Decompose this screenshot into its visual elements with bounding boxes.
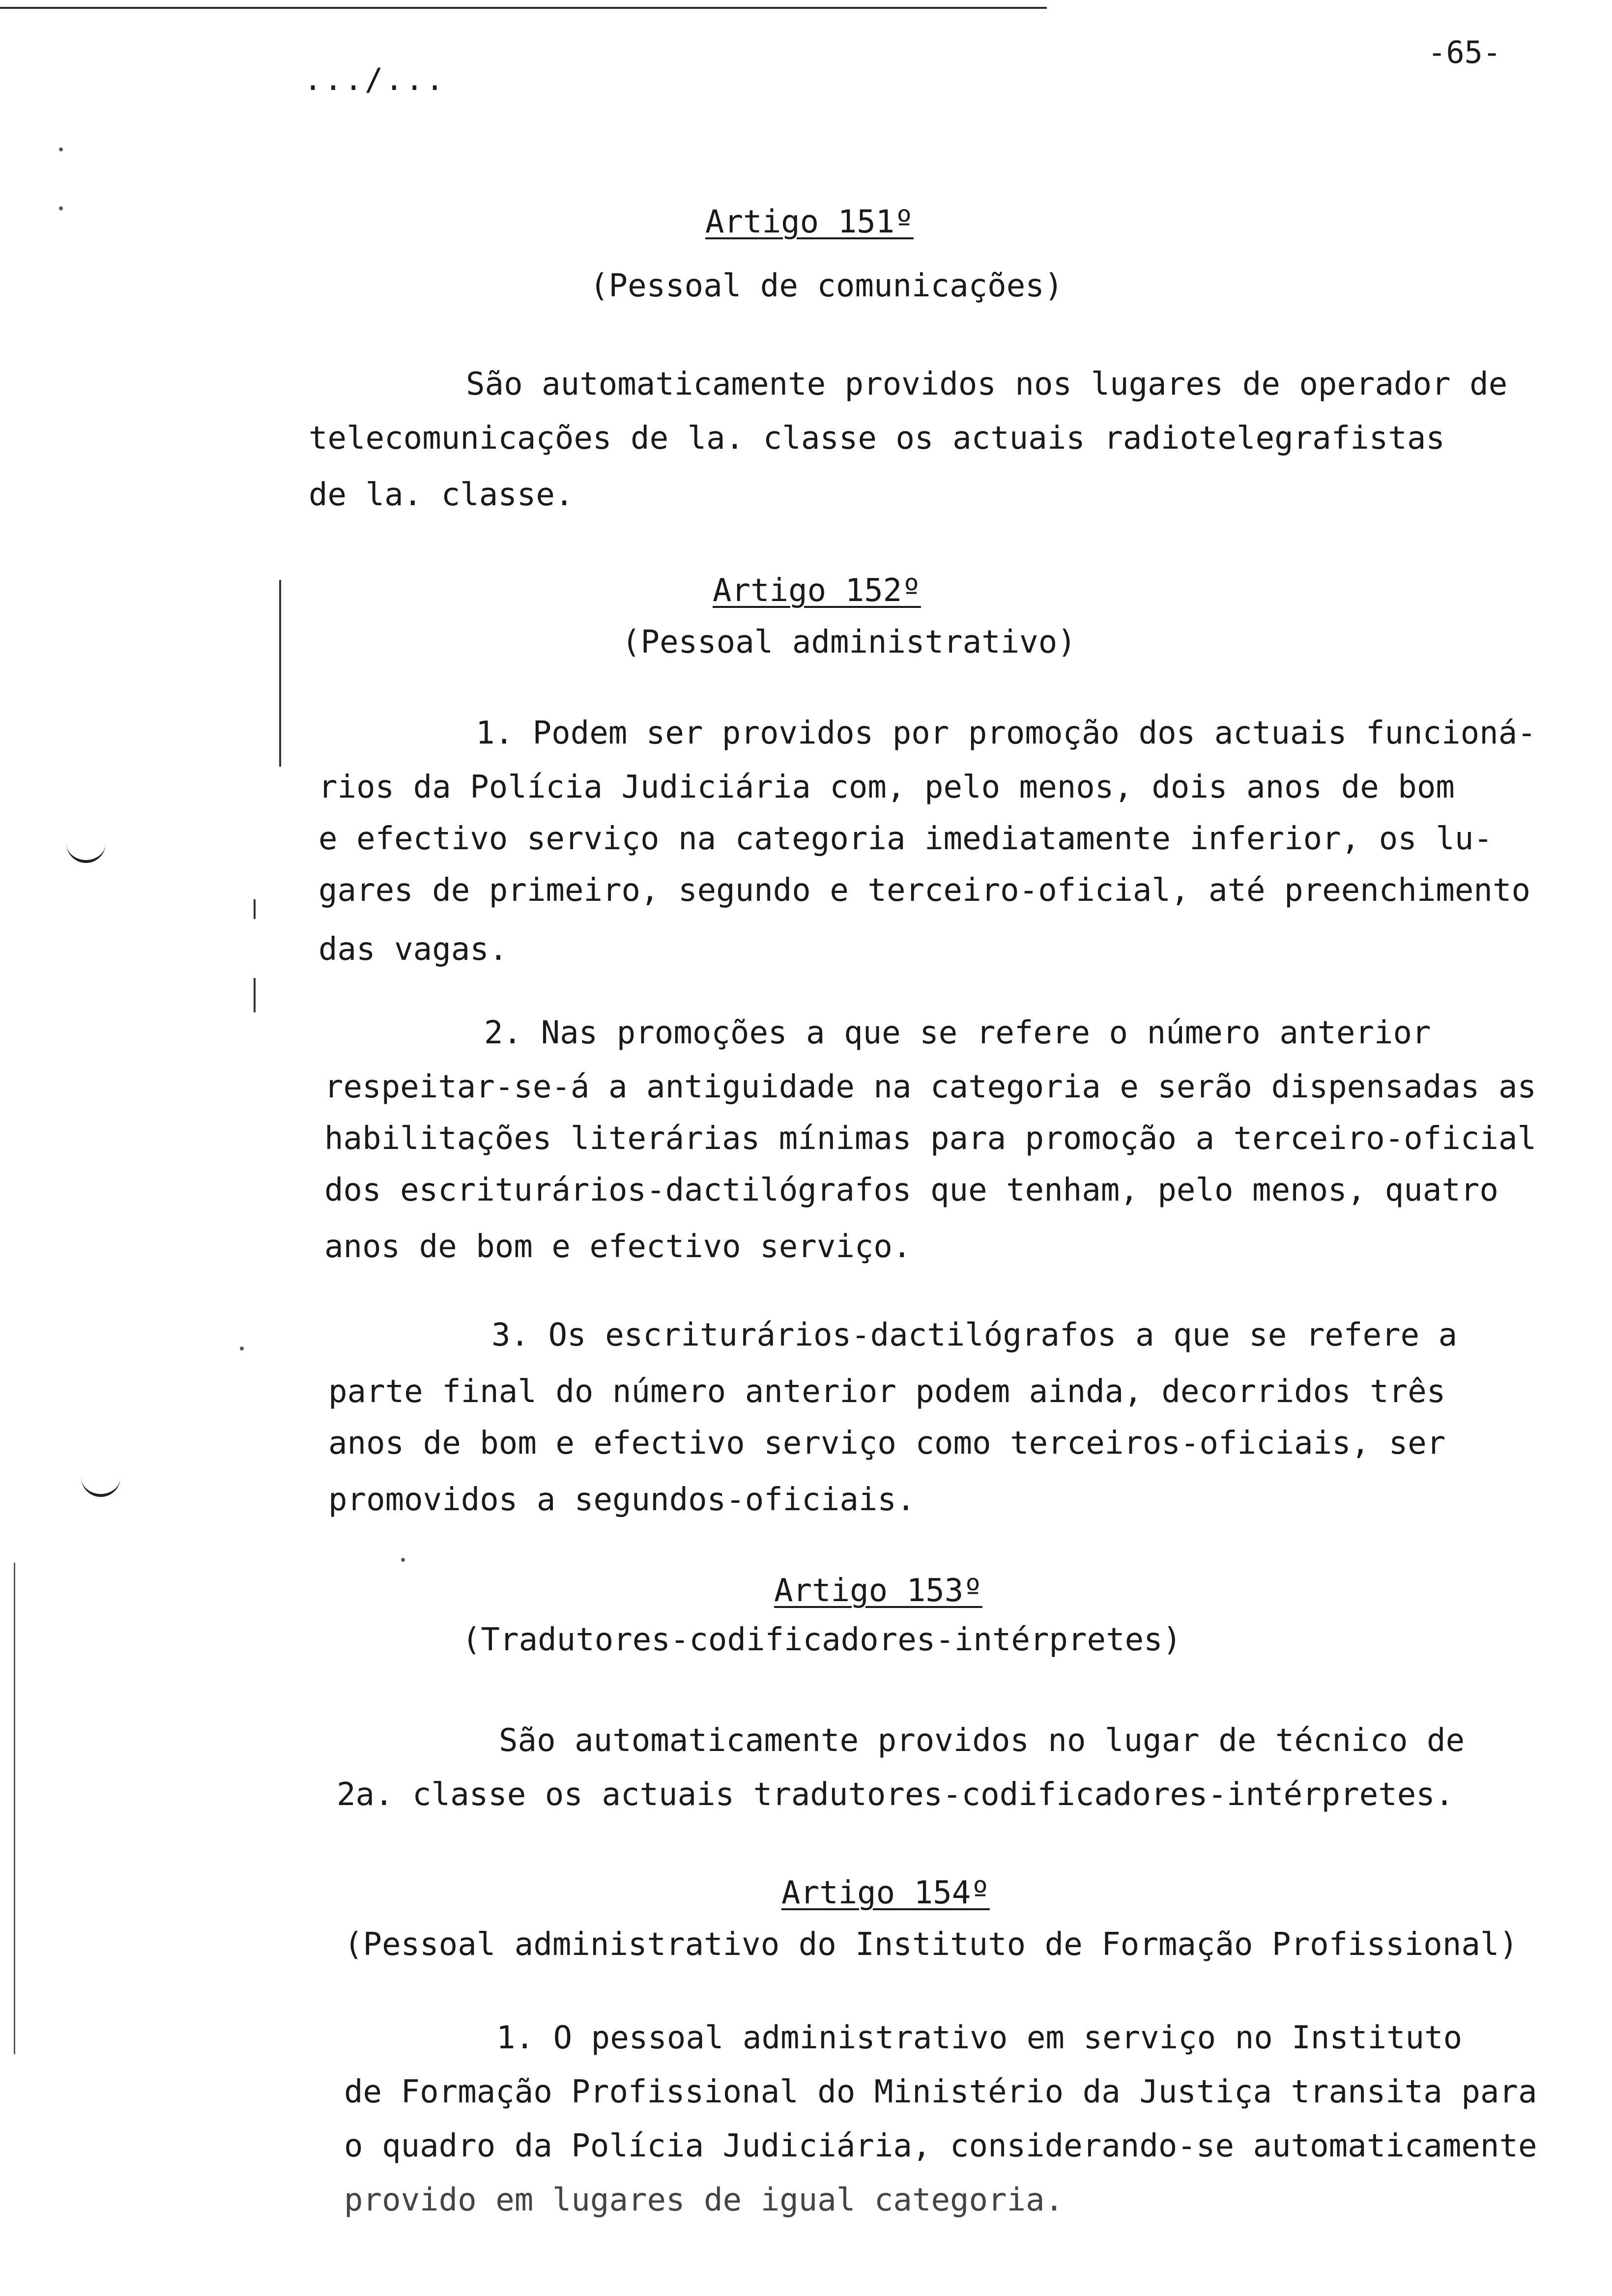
margin-mark: [401, 1558, 405, 1562]
paragraph-line: anos de bom e efectivo serviço como terceiros-oficiais, ser: [328, 1425, 1446, 1462]
paragraph-line: das vagas.: [318, 931, 508, 968]
margin-mark: [14, 1563, 15, 2054]
paragraph-line: São automaticamente providos no lugar de técnico de: [499, 1722, 1465, 1759]
continuation-marker: .../...: [304, 61, 446, 97]
margin-mark: [240, 1347, 244, 1350]
paragraph-line: rios da Polícia Judiciária com, pelo menos, dois anos de bom: [318, 769, 1455, 805]
paragraph-line: dos escriturários-dactilógrafos que tenham, pelo menos, quatro: [324, 1172, 1498, 1208]
paragraph-line: de Formação Profissional do Ministério da Justiça transita para: [344, 2074, 1537, 2110]
article-heading: Artigo 154º: [781, 1875, 990, 1911]
paragraph-line: anos de bom e efectivo serviço.: [324, 1229, 912, 1265]
article-heading: Artigo 153º: [774, 1573, 982, 1609]
margin-mark: [59, 206, 63, 210]
article-subtitle: (Pessoal de comunicações): [590, 268, 1064, 304]
margin-mark: [81, 1469, 120, 1497]
article-heading: Artigo 151º: [705, 204, 914, 240]
paragraph-line: promovidos a segundos-oficiais.: [328, 1482, 916, 1518]
paragraph-line: gares de primeiro, segundo e terceiro-oficial, até preenchimento: [318, 872, 1530, 909]
page-number: -65-: [1428, 34, 1501, 70]
article-subtitle: (Pessoal administrativo do Instituto de Formação Profissional): [344, 1926, 1518, 1963]
paragraph-line: 2. Nas promoções a que se refere o número anterior: [484, 1015, 1431, 1051]
paragraph-line: habilitações literárias mínimas para promoção a terceiro-oficial: [324, 1120, 1536, 1157]
paragraph-line: e efectivo serviço na categoria imediatamente inferior, os lu-: [318, 821, 1493, 857]
paragraph-line: o quadro da Polícia Judiciária, considerando-se automaticamente: [344, 2128, 1537, 2164]
article-subtitle: (Pessoal administrativo): [622, 624, 1076, 660]
paragraph-line: de la. classe.: [309, 477, 574, 513]
paragraph-line: 2a. classe os actuais tradutores-codificadores-intérpretes.: [337, 1777, 1454, 1813]
margin-mark: [66, 835, 106, 863]
margin-mark: [254, 899, 256, 919]
article-heading: Artigo 152º: [713, 573, 921, 609]
margin-mark: [59, 147, 63, 151]
paragraph-line: respeitar-se-á a antiguidade na categoria e serão dispensadas as: [324, 1069, 1536, 1105]
top-edge-rule: [0, 7, 1047, 9]
paragraph-line: 1. O pessoal administrativo em serviço no Instituto: [496, 2020, 1463, 2056]
paragraph-line: São automaticamente providos nos lugares de operador de: [466, 366, 1508, 402]
paragraph-line: parte final do número anterior podem ainda, decorridos três: [328, 1374, 1446, 1410]
article-subtitle: (Tradutores-codificadores-intérpretes): [462, 1622, 1182, 1658]
paragraph-line: telecomunicações de la. classe os actuais radiotelegrafistas: [309, 420, 1445, 457]
paragraph-line: 3. Os escriturários-dactilógrafos a que se refere a: [491, 1317, 1458, 1353]
paragraph-line: 1. Podem ser providos por promoção dos actuais funcioná-: [476, 715, 1536, 751]
margin-mark: [279, 580, 281, 767]
margin-mark: [254, 978, 256, 1012]
paragraph-line: provido em lugares de igual categoria.: [344, 2182, 1064, 2218]
